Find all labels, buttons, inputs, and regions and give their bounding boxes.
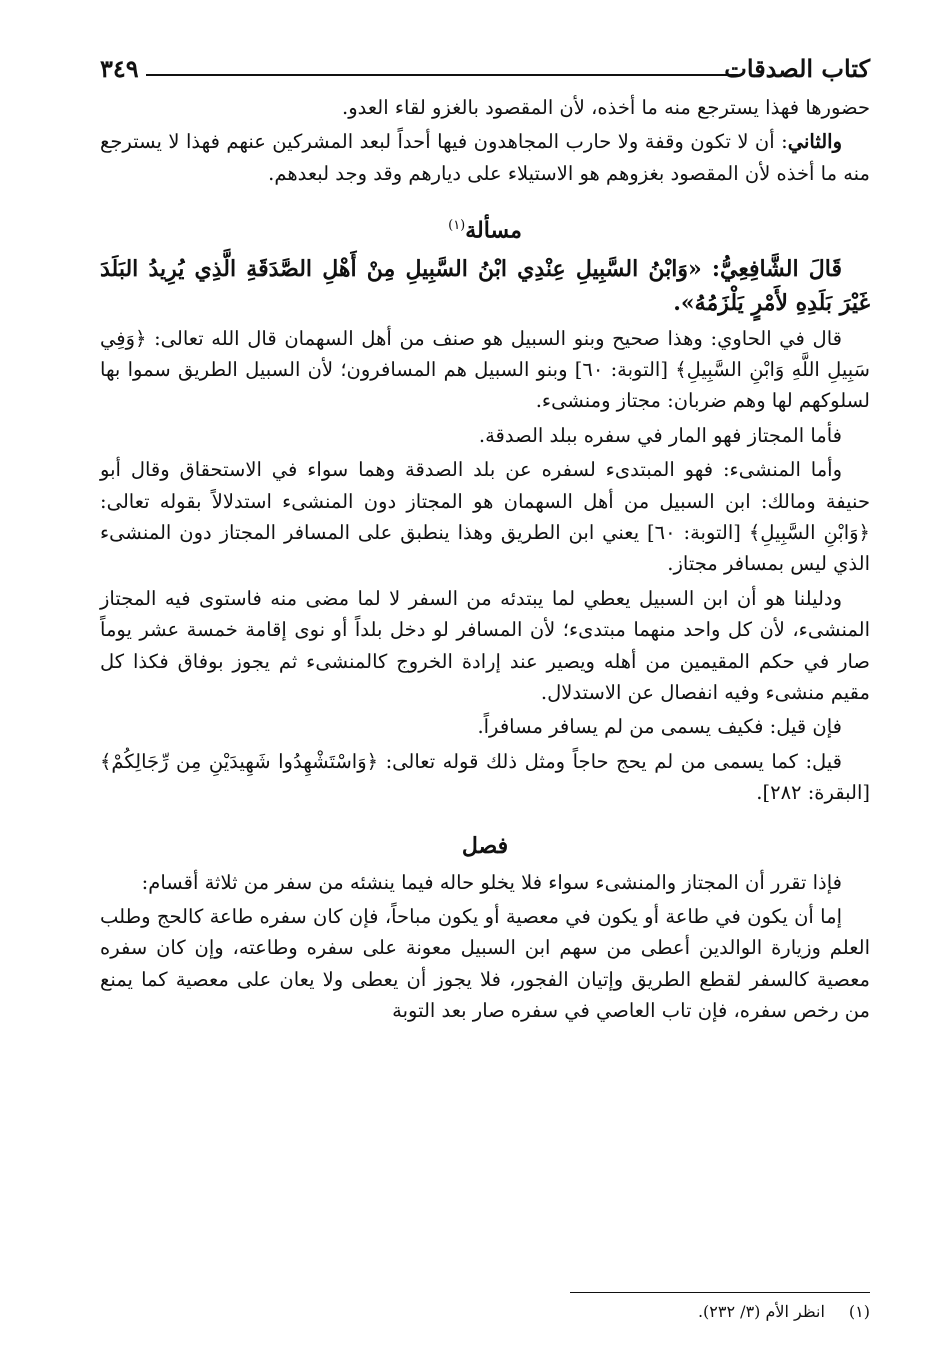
quoted-text: قَالَ الشَّافِعِيُّ: «وَابْنُ السَّبِيلِ عِنْدِي ابْنُ السَّبِيلِ مِنْ أَهْلِ الصَّدَقَةِ الَّذِي يُرِيدُ البَلَدَ غَيْرَ بَلَدِهِ لأَمْرٍ يَلْزَمُهُ».	[100, 255, 870, 316]
paragraph: فأما المجتاز فهو المار في سفره ببلد الصدقة.	[478, 423, 842, 447]
paragraph: فإن قيل: فكيف يسمى من لم يسافر مسافراً.	[477, 715, 842, 739]
paragraph	[100, 126, 870, 189]
footnote-text: انظر الأم (٣/ ٢٣٢).	[697, 1302, 825, 1321]
footnote	[370, 1302, 870, 1321]
section-heading: مسألة$^{(١)}$	[448, 217, 522, 244]
header-rule	[146, 74, 738, 76]
footnote-mark: (١)	[848, 1302, 870, 1321]
page-body	[100, 92, 870, 1027]
footnote-rule	[570, 1292, 870, 1293]
page-header	[100, 48, 870, 88]
paragraph-text: : أن لا تكون وقفة ولا حارب المجاهدون فيها أحداً لبعد المشركين عنهم فهذا لا يسترجع منه ما أخذه لأن المقصود بغزوهم هو الاستيلاء على ديارهم وقد وجد لبعدهم.	[100, 130, 870, 185]
paragraph-lead: والثاني	[787, 130, 842, 154]
paragraph: حضورها فهذا يسترجع منه ما أخذه، لأن المقصود بالغزو لقاء العدو.	[342, 96, 870, 119]
paragraph: قيل: كما يسمى من لم يحج حاجاً ومثل ذلك قوله تعالى: ﴿وَاسْتَشْهِدُوا شَهِيدَيْنِ مِن رِّجَالِكُمْ﴾ [البقرة: ٢٨٢].	[100, 749, 870, 805]
paragraph: وأما المنشىء: فهو المبتدىء لسفره عن بلد الصدقة وهما سواء في الاستحقاق وقال أبو حنيفة ومالك: ابن السبيل من أهل السهمان هو المجتاز دون المنشىء استدلالاً بقوله تعالى: ﴿وَابْنِ السَّبِيلِ﴾ [التوبة: ٦٠] يعني ابن الطريق وهذا ينطبق على المسافر المجتاز دون المنشىء الذي ليس بمسافر مجتاز.	[100, 458, 870, 576]
paragraph: إما أن يكون في طاعة أو يكون في معصية أو يكون مباحاً، فإن كان سفره طاعة كالحج وطلب العلم وزيارة الوالدين أعطى من سهم ابن السبيل معونة على سفره وطاعته، وإن كان سفره معصية كالسفر لقطع الطريق وإتيان الفجور، فلا يجوز أن يعطى ولا يعان على معصية كما يمنع من رخص سفره، فإن تاب العاصي في سفره صار بعد التوبة	[100, 905, 870, 1023]
section-heading: فصل	[461, 832, 509, 859]
paragraph: فإذا تقرر أن المجتاز والمنشىء سواء فلا يخلو حاله فيما ينشئه من سفر من ثلاثة أقسام:	[141, 870, 842, 894]
page-number: ٣٤٩	[100, 54, 139, 83]
footnote-ref: (١)	[448, 218, 466, 234]
paragraph: ودليلنا هو أن ابن السبيل يعطي لما يبتدئه من السفر لا لما مضى منه فاستوى فيه المجتاز المنشىء، لأن كل واحد منهما مبتدىء؛ لأن المسافر لو دخل بلداً أو نوى إقامة خمسة عشر يوماً صار في حكم المقيمين من أهله ويصير عند إرادة الخروج كالمنشىء ثم يجوز بوفاق فكذا كل مقيم منشىء وفيه انفصال عن الاستدلال.	[100, 586, 870, 705]
paragraph: قال في الحاوي: وهذا صحيح وبنو السبيل هو صنف من أهل السهمان قال الله تعالى: ﴿وَفِي سَبِيلِ اللَّهِ وَابْنِ السَّبِيلِ﴾ [التوبة: ٦٠] وبنو السبيل هم المسافرون؛ لأن السبيل الطريق سموا بها لسلوكهم لها وهم ضربان: مجتاز ومنشىء.	[100, 326, 870, 413]
running-title: كتاب الصدقات	[724, 54, 870, 83]
